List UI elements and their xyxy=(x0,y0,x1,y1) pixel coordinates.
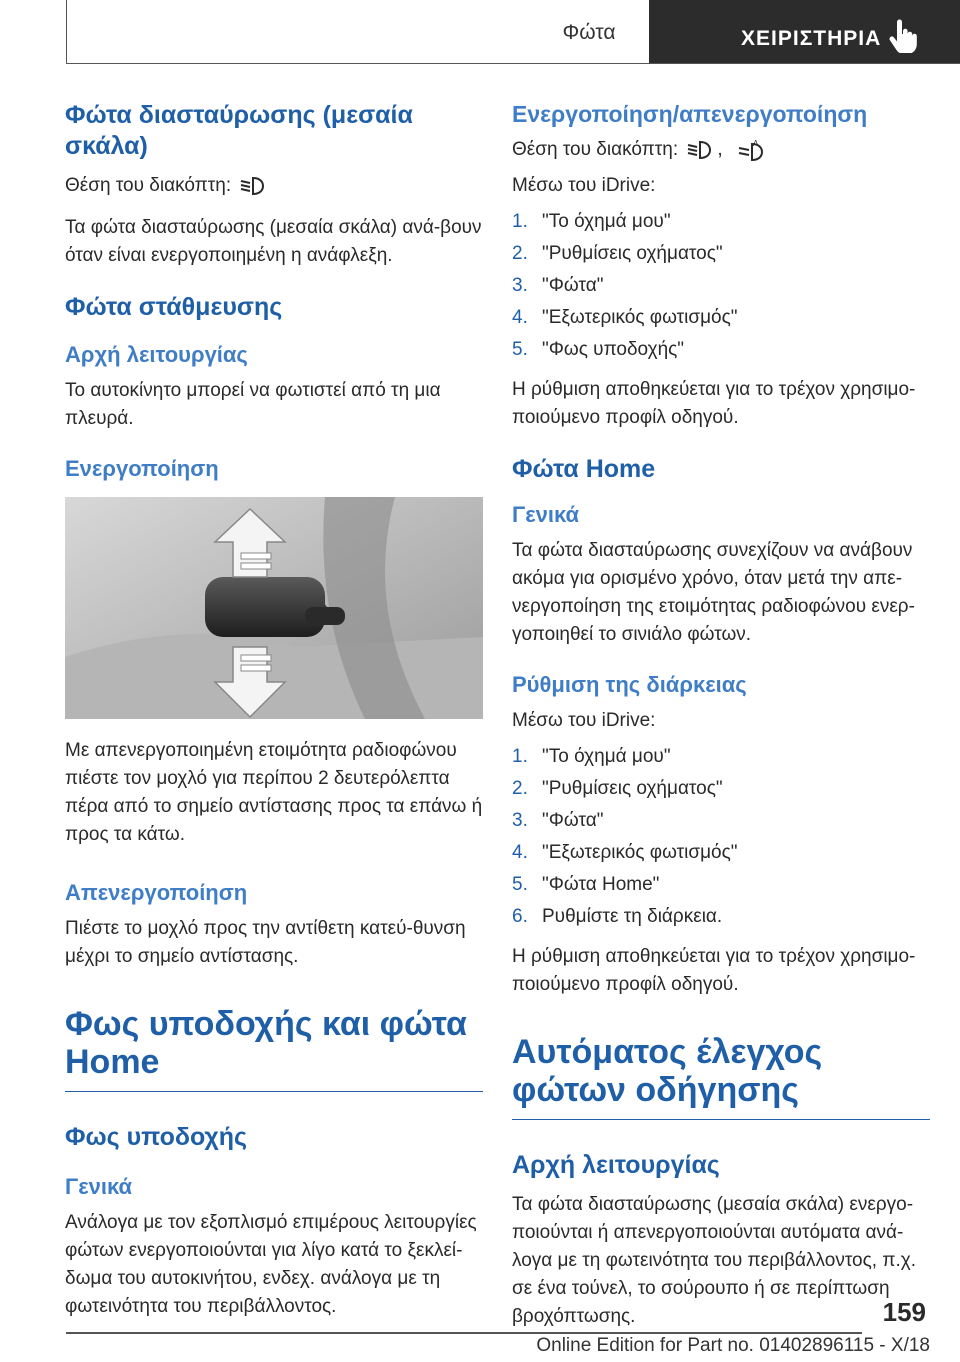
list-item: 4. "Εξωτερικός φωτισμός" xyxy=(512,842,738,863)
saved-note-2: Η ρύθμιση αποθηκεύεται για το τρέχον χρησιμο-ποιούμενο προφίλ οδηγού. xyxy=(512,946,916,995)
via-idrive-label-2: Μέσω του iDrive: xyxy=(512,710,656,731)
svg-text:A: A xyxy=(752,138,759,148)
heading-low-beam: Φώτα διασταύρωσης (μεσαία σκάλα) xyxy=(65,101,413,160)
heading-general: Γενικά xyxy=(65,1174,133,1199)
heading-on-off: Ενεργοποίηση/απενεργοποίηση xyxy=(512,101,868,127)
left-column xyxy=(65,100,483,1335)
heading-home-lights: Φώτα Home xyxy=(512,455,656,483)
list-item: 1. "Το όχημά μου" xyxy=(512,746,671,767)
home-general-description: Τα φώτα διασταύρωσης συνεχίζουν να ανάβουν ακόμα για ορισμένο χρόνο, όταν μετά την απε-νεργοποίηση της ετοιμότητας ραδιοφώνου ενερ-γοποιηθεί το σινιάλο φώτων. xyxy=(512,540,915,645)
switch-position-text: Θέση του διακόπτη: xyxy=(65,172,483,200)
list-item: 3. "Φώτα" xyxy=(512,810,604,831)
list-item: 2. "Ρυθμίσεις οχήματος" xyxy=(512,778,723,799)
heading-auto-lights: Αυτόματος έλεγχος φώτων οδήγησης xyxy=(512,1033,930,1120)
list-item: 6. Ρυθμίστε τη διάρκεια. xyxy=(512,906,723,927)
steps-welcome-list xyxy=(512,208,930,364)
low-beam-icon xyxy=(686,139,712,161)
low-beam-description: Τα φώτα διασταύρωσης (μεσαία σκάλα) ανά-βουν όταν είναι ενεργοποιημένη η ανάφλεξη. xyxy=(65,217,482,266)
footer-divider xyxy=(66,1332,862,1334)
list-item: 2. "Ρυθμίσεις οχήματος" xyxy=(512,243,723,264)
lever-illustration xyxy=(65,497,483,719)
auto-description: Τα φώτα διασταύρωσης (μεσαία σκάλα) ενεργο-ποιούνται ή απενεργοποιούνται αυτόματα ανά-λογα με τη φωτεινότητα του περιβάλλοντος, π.χ. σε ένα τούνελ, το σούρουπο ή σε περίπτωση βροχόπτωσης. xyxy=(512,1194,916,1327)
heading-welcome-home: Φως υποδοχής και φώτα Home xyxy=(65,1005,483,1092)
list-item: 3. "Φώτα" xyxy=(512,275,604,296)
saved-note-1: Η ρύθμιση αποθηκεύεται για το τρέχον χρησιμο-ποιούμενο προφίλ οδηγού. xyxy=(512,379,916,428)
list-item: 5. "Φως υποδοχής" xyxy=(512,339,685,360)
chapter-tab-label: ΧΕΙΡΙΣΤΗΡΙΑ xyxy=(741,27,882,50)
auto-headlight-icon xyxy=(736,138,766,162)
activation-description: Με απενεργοποιημένη ετοιμότητα ραδιοφώνου πιέστε τον μοχλό για περίπου 2 δευτερόλεπτα πέρα από το σημείο αντίστασης προς τα επάνω ή προς τα κάτω. xyxy=(65,740,483,845)
heading-activation: Ενεργοποίηση xyxy=(65,456,219,481)
heading-duration: Ρύθμιση της διάρκειας xyxy=(512,672,747,697)
page-number: 159 xyxy=(882,1297,926,1327)
header-frame xyxy=(66,0,649,64)
edition-text: Online Edition for Part no. 01402896115 - X/18 xyxy=(536,1335,930,1356)
hand-pointer-icon xyxy=(886,19,918,53)
heading-general-home: Γενικά xyxy=(512,502,580,527)
lever-photo xyxy=(65,497,483,719)
right-column xyxy=(512,100,930,1345)
steps-home-list xyxy=(512,743,930,931)
deactivation-description: Πιέστε το μοχλό προς την αντίθετη κατεύ-θυνση μέχρι το σημείο αντίστασης. xyxy=(65,918,466,967)
list-item: 4. "Εξωτερικός φωτισμός" xyxy=(512,307,738,328)
welcome-general-description: Ανάλογα με τον εξοπλισμό επιμέρους λειτουργίες φώτων ενεργοποιούνται για λίγο κατά το ξεκλεί-δωμα του αυτοκινήτου, ενδεχ. ανάλογα με τη φωτεινότητα του περιβάλλοντος. xyxy=(65,1212,477,1317)
heading-principle-auto: Αρχή λειτουργίας xyxy=(512,1151,720,1179)
list-item: 1. "Το όχημά μου" xyxy=(512,211,671,232)
via-idrive-label: Μέσω του iDrive: xyxy=(512,175,656,196)
chapter-tab[interactable] xyxy=(649,0,960,64)
heading-welcome-light: Φως υποδοχής xyxy=(65,1123,248,1151)
switch-positions-text: Θέση του διακόπτη: , A xyxy=(512,136,930,164)
low-beam-icon xyxy=(239,175,265,197)
section-title: Φώτα xyxy=(562,21,616,44)
heading-principle: Αρχή λειτουργίας xyxy=(65,342,248,367)
list-item: 5. "Φώτα Home" xyxy=(512,874,660,895)
heading-parking-lights: Φώτα στάθμευσης xyxy=(65,293,283,321)
heading-deactivation: Απενεργοποίηση xyxy=(65,880,248,905)
principle-description: Το αυτοκίνητο μπορεί να φωτιστεί από τη μια πλευρά. xyxy=(65,380,441,429)
